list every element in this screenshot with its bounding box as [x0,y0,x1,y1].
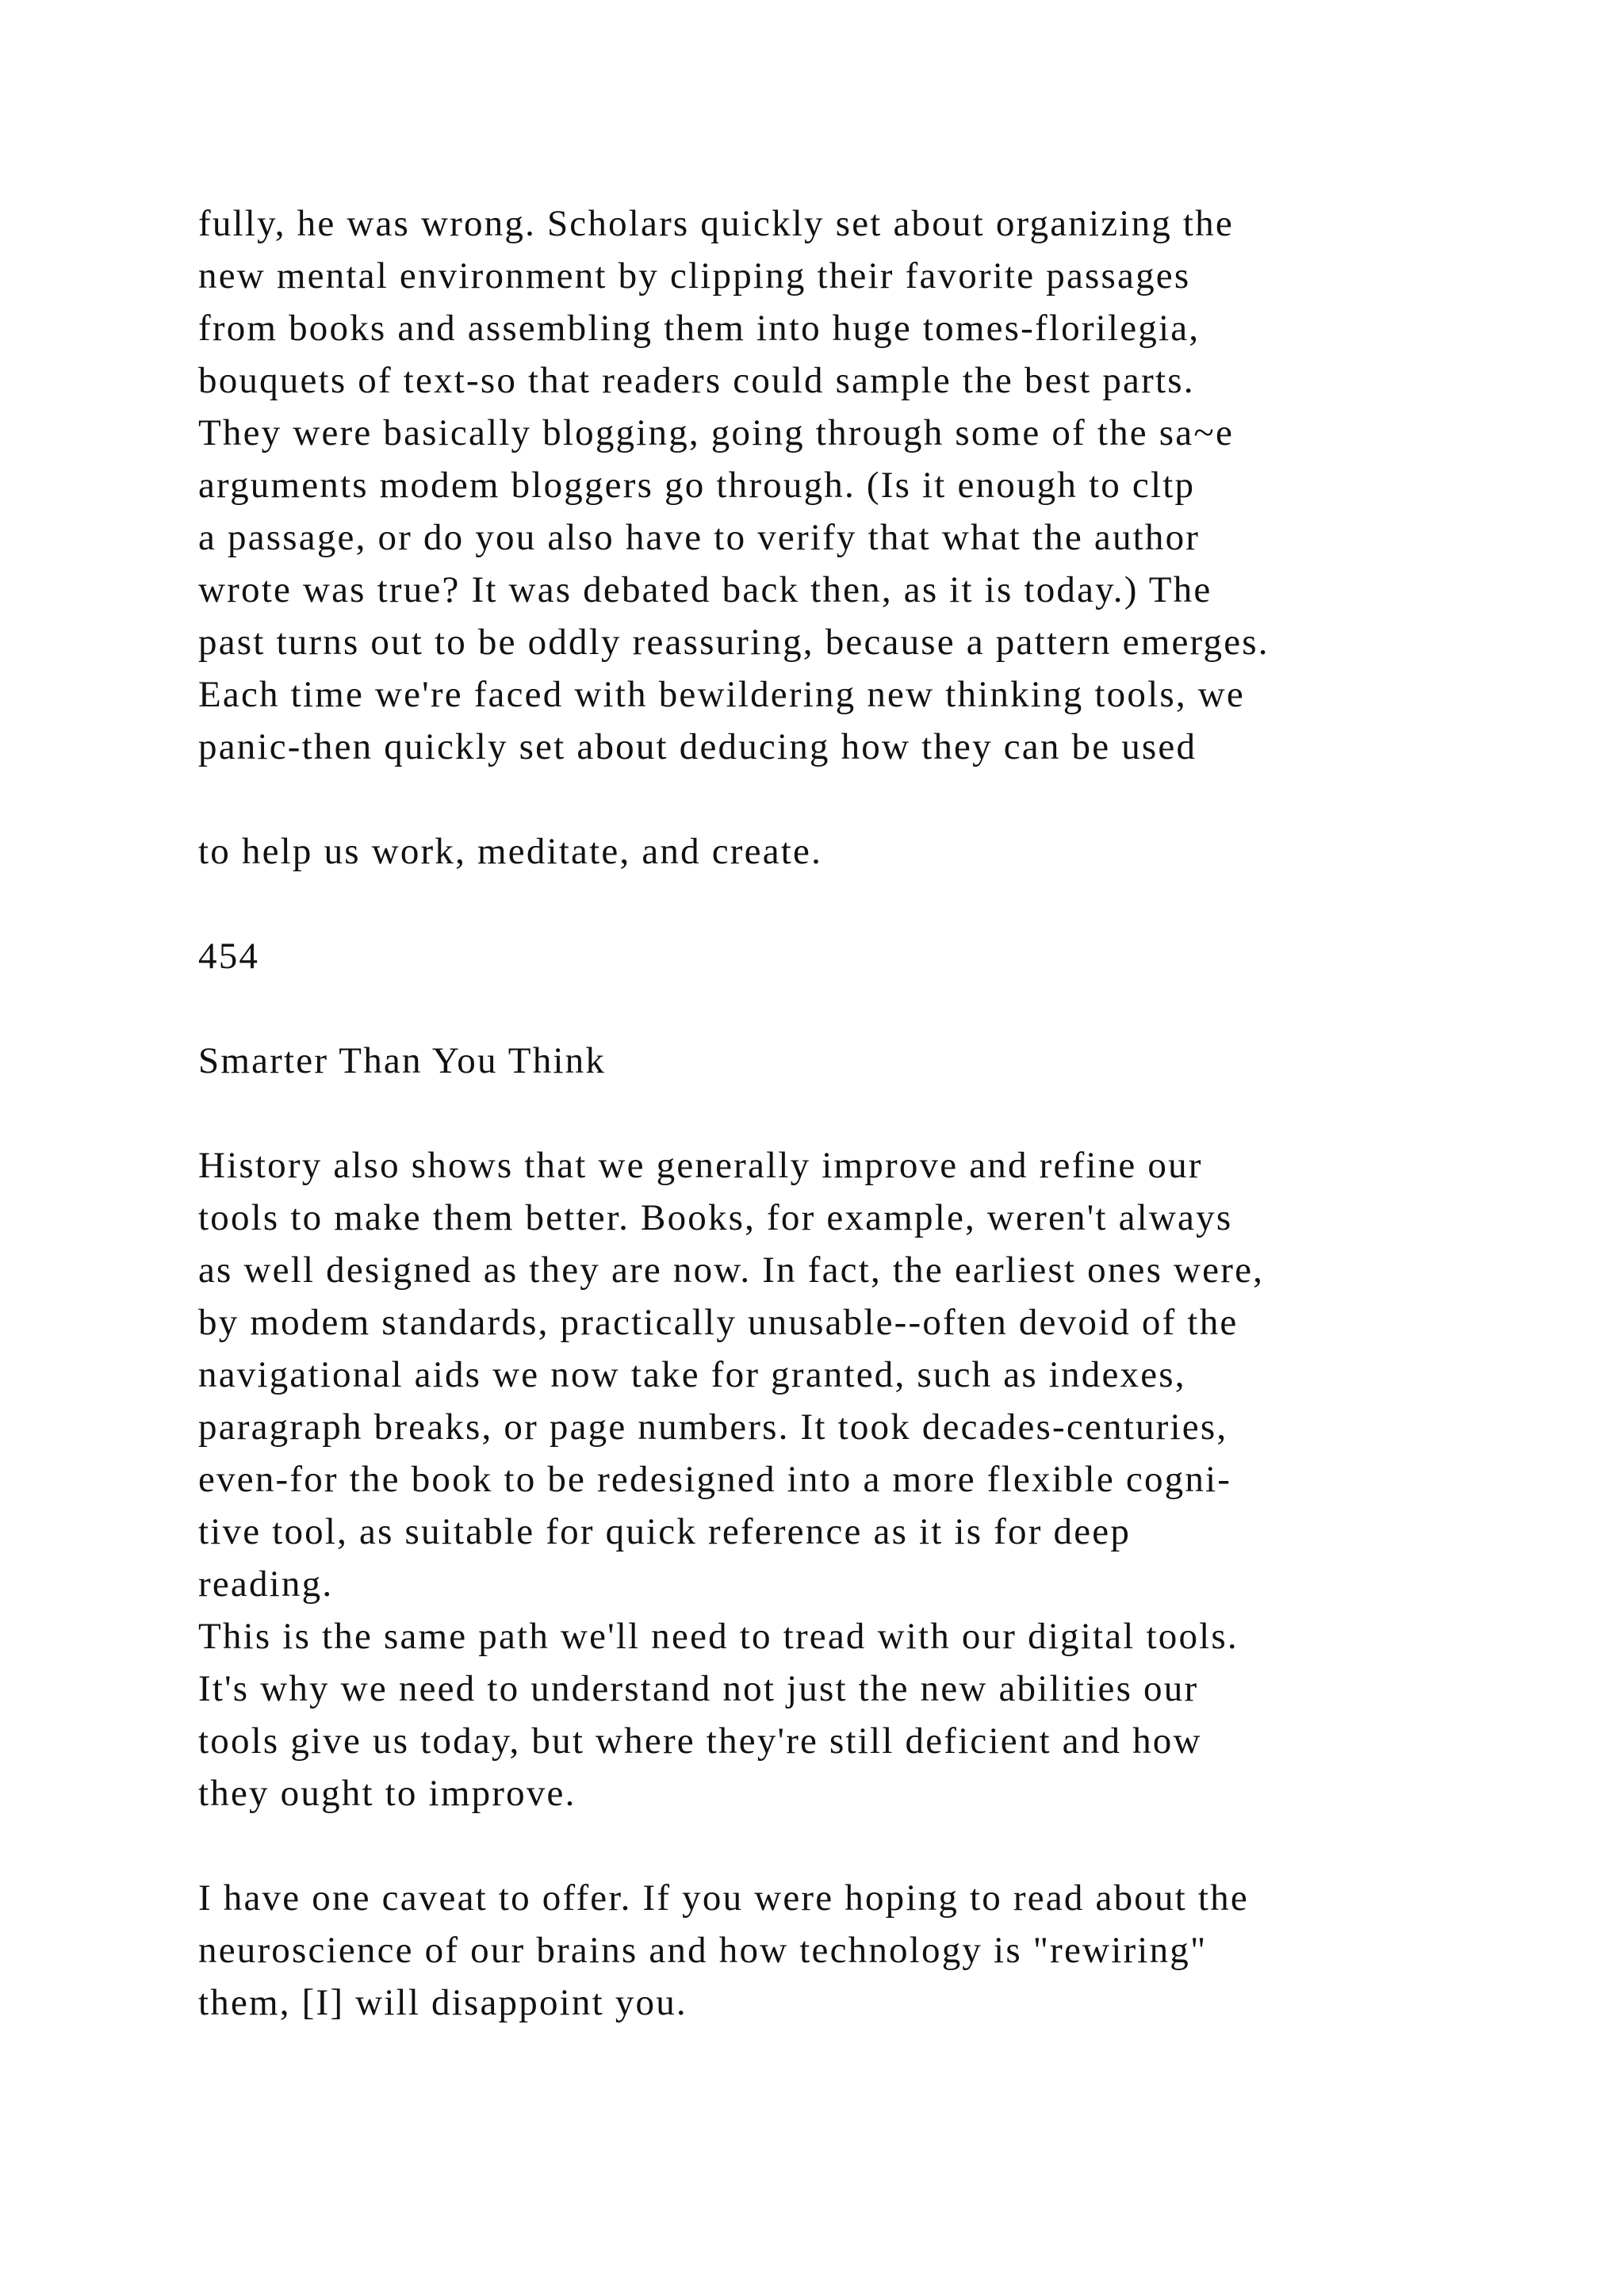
text-line: to help us work, meditate, and create. [198,831,823,872]
text-line: tive tool, as suitable for quick reference as it is for deep [198,1511,1132,1552]
running-title: Smarter Than You Think [198,1040,607,1081]
text-line: from books and assembling them into huge tomes-florilegia, [198,308,1201,349]
text-line: neuroscience of our brains and how technology is "rewiring" [198,1930,1208,1971]
text-line: arguments modem bloggers go through. (Is it enough to cltp [198,465,1196,506]
text-line: even-for the book to be redesigned into a more flexible cogni- [198,1459,1232,1500]
text-line: It's why we need to understand not just the new abilities our [198,1668,1199,1709]
text-line: a passage, or do you also have to verify that what the author [198,517,1201,558]
text-line: them, [I] will disappoint you. [198,1982,688,2023]
text-line: reading. [198,1563,334,1605]
text-line: They were basically blogging, going through some of the sa~e [198,412,1235,453]
text-line: they ought to improve. [198,1773,576,1814]
text-line: fully, he was wrong. Scholars quickly set about organizing the [198,203,1234,244]
text-line: tools to make them better. Books, for example, weren't always [198,1197,1233,1238]
text-line: as well designed as they are now. In fact, the earliest ones were, [198,1249,1265,1291]
text-line: new mental environment by clipping their favorite passages [198,255,1191,297]
text-line: This is the same path we'll need to tread with our digital tools. [198,1616,1239,1657]
text-line: tools give us today, but where they're still deficient and how [198,1720,1202,1762]
text-line: navigational aids we now take for granted, such as indexes, [198,1354,1186,1395]
text-line: History also shows that we generally improve and refine our [198,1145,1203,1186]
text-line: by modem standards, practically unusable--often devoid of the [198,1302,1239,1343]
text-line: wrote was true? It was debated back then, as it is today.) The [198,569,1212,610]
text-line: Each time we're faced with bewildering new thinking tools, we [198,674,1245,715]
text-line: bouquets of text-so that readers could sample the best parts. [198,360,1195,401]
page-number: 454 [198,936,260,977]
text-line: paragraph breaks, or page numbers. It took decades-centuries, [198,1406,1228,1448]
text-line: panic-then quickly set about deducing how they can be used [198,726,1197,767]
text-line: past turns out to be oddly reassuring, because a pattern emerges. [198,622,1270,663]
text-line: I have one caveat to offer. If you were hoping to read about the [198,1877,1249,1919]
